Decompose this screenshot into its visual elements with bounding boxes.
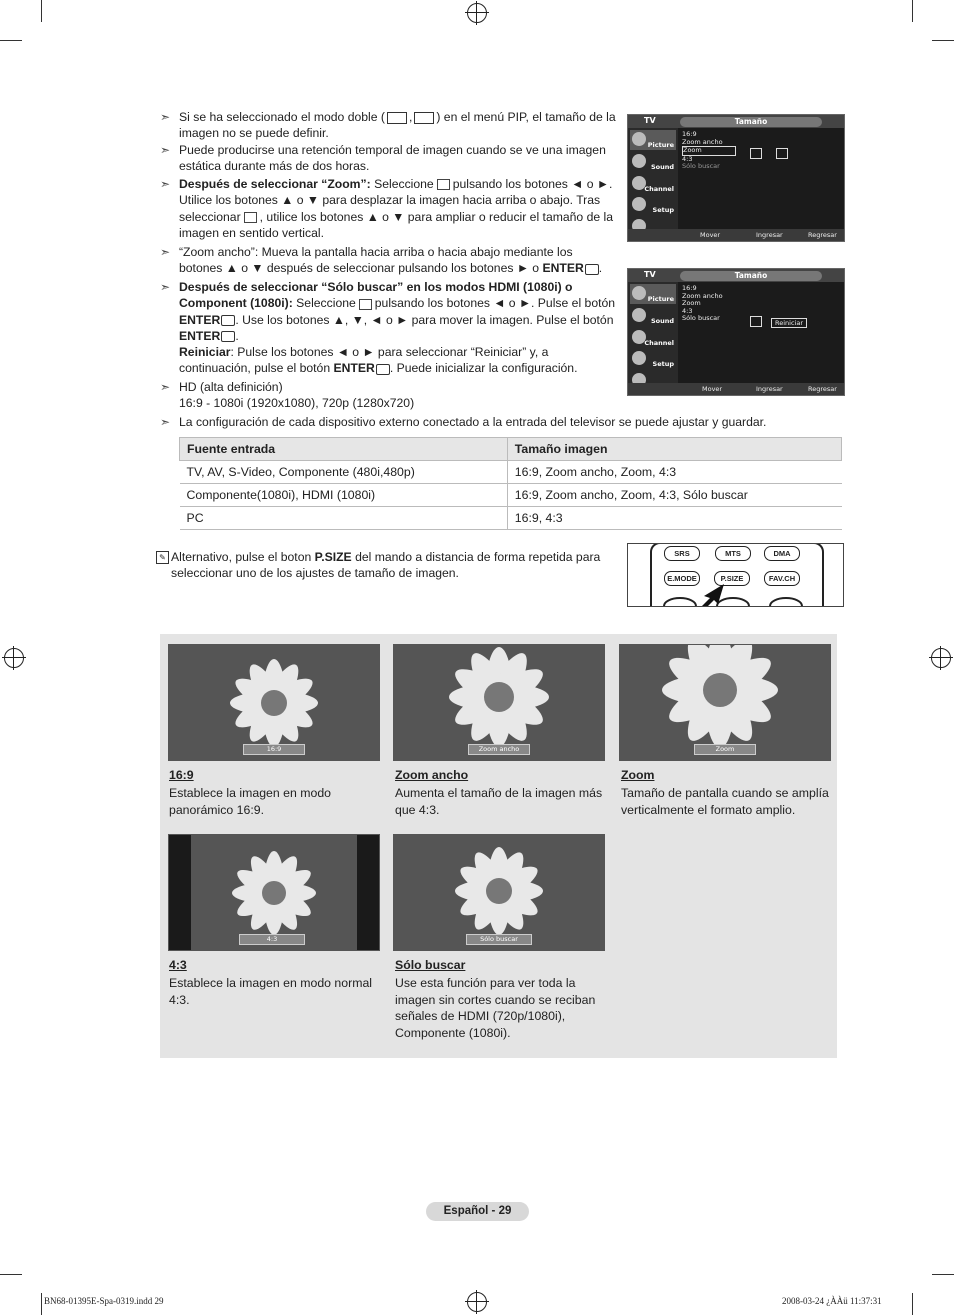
note-arrow-icon: ➣ (160, 177, 171, 191)
picture-solo-buscar (393, 834, 605, 951)
menu-options (682, 285, 723, 323)
tip-text-a: Alternativo, pulse el boton (171, 550, 312, 564)
psize-button[interactable]: P.SIZE (714, 571, 750, 586)
flower-image (169, 645, 379, 760)
menu-item-picture[interactable] (630, 130, 676, 150)
setup-icon (632, 197, 646, 211)
picture-icon (632, 132, 646, 146)
date-slug: 2008-03-24 ¿ÀÀü 11:37:31 (782, 1296, 882, 1306)
flower-image (394, 645, 604, 760)
menu-option[interactable]: Zoom (682, 299, 701, 308)
menu-item-label: Picture (647, 141, 674, 149)
flower-image (169, 835, 379, 950)
enter-icon (221, 315, 235, 326)
note-text: pulsando los botones ◄ o ►. Pulse el botón (374, 296, 616, 311)
enter-icon (221, 331, 235, 342)
caption-text: Use esta función para ver toda la imagen sin cortes cuando se reciban señales de HDMI (720p/1080i), Componente (1080i). (395, 976, 596, 1040)
size-tag: Zoom ancho (468, 744, 530, 755)
hint-move: Mover (700, 231, 721, 239)
table-row (180, 484, 842, 507)
note-hd (160, 379, 618, 412)
caption-text: Aumenta el tamaño de la imagen más que 4:3. (395, 786, 603, 817)
zoom-move-icon (437, 179, 450, 190)
note-text: Seleccione (296, 296, 356, 311)
note-text: . Use los botones ▲, ▼, ◄ o ► para mover la imagen. Pulse el botón (235, 312, 614, 327)
picture-zoom-ancho (393, 644, 605, 761)
registration-mark-icon (467, 1292, 487, 1312)
table-cell: PC (180, 507, 508, 530)
menu-bottombar (628, 229, 844, 241)
note-arrow-icon: ➣ (160, 380, 171, 394)
menu-item-label: Setup (652, 206, 674, 214)
note-text: La configuración de cada dispositivo externo conectado a la entrada del televisor se puede ajustar y guardar. (179, 415, 767, 429)
note-arrow-icon: ➣ (160, 143, 171, 157)
sound-icon (632, 308, 646, 322)
note-heading: Después de seleccionar “Sólo buscar” en los modos HDMI (1080i) o Component (1080i): (179, 280, 573, 311)
caption-zoom-ancho (395, 767, 610, 818)
menu-item-channel[interactable] (630, 174, 676, 194)
hint-return: Regresar (808, 231, 837, 239)
picture-4-3 (168, 834, 380, 951)
menu-bottombar (628, 383, 844, 395)
note-arrow-icon: ➣ (160, 415, 171, 429)
note-text: . (598, 261, 603, 276)
pip-double-icon (414, 112, 434, 124)
picture-16-9 (168, 644, 380, 761)
enter-icon (585, 264, 599, 275)
menu-item-channel[interactable] (630, 328, 676, 348)
dma-button[interactable]: DMA (764, 546, 800, 561)
table-cell: Componente(1080i), HDMI (1080i) (180, 484, 508, 507)
menu-item-label: Picture (647, 295, 674, 303)
note-text: . Puede inicializar la configuración. (389, 361, 578, 376)
tv-menu-size (627, 114, 845, 242)
picture-icon (632, 286, 646, 300)
move-icon (359, 299, 372, 310)
sound-icon (632, 154, 646, 168)
table-cell: 16:9, 4:3 (507, 507, 841, 530)
note-zoom-ancho (160, 244, 618, 277)
note-zoom (160, 176, 618, 241)
menu-option[interactable]: Sólo buscar (682, 162, 720, 171)
menu-option[interactable]: 4:3 (682, 306, 693, 315)
registration-mark-icon (467, 3, 487, 23)
hint-move: Mover (702, 385, 723, 393)
note-text: Si se ha seleccionado el modo doble ( (179, 110, 385, 124)
flower-image (620, 645, 830, 760)
menu-sidebar (628, 128, 678, 241)
menu-item-sound[interactable] (630, 306, 676, 326)
caption-text: Establece la imagen en modo panorámico 16:9. (169, 786, 332, 817)
note-text: , (408, 110, 413, 124)
enter-label: ENTER (333, 361, 375, 376)
srs-button[interactable]: SRS (664, 546, 700, 561)
crop-mark (932, 40, 954, 41)
table-cell: TV, AV, S-Video, Componente (480i,480p) (180, 461, 508, 484)
note-pencil-icon: ✎ (156, 551, 169, 564)
crop-mark (912, 0, 913, 22)
reset-button[interactable]: Reiniciar (771, 318, 807, 328)
menu-tv-label: TV (644, 116, 656, 125)
caption-text: Establece la imagen en modo normal 4:3. (169, 976, 373, 1007)
size-tag: Zoom (694, 744, 756, 755)
note-arrow-icon: ➣ (160, 280, 171, 294)
caption-4-3 (169, 957, 384, 1008)
note-text: : Pulse los botones ◄ o ► para seleccionar “Reiniciar” y, a continuación, pulse el botón (179, 345, 549, 376)
size-examples-panel (160, 634, 837, 1058)
flower-image (394, 835, 604, 950)
note-text: , utilice los botones ▲ o ▼ para ampliar o reducir el tamaño de la imagen en sentido vertical. (179, 209, 614, 240)
enter-label: ENTER (179, 312, 221, 327)
size-tag: 16:9 (243, 744, 305, 755)
table-cell: 16:9, Zoom ancho, Zoom, 4:3, Sólo buscar (507, 484, 841, 507)
table-row (180, 461, 842, 484)
caption-title: 4:3 (169, 958, 187, 972)
hint-enter: Ingresar (756, 385, 783, 393)
crop-mark (0, 1274, 22, 1275)
file-slug: BN68-01395E-Spa-0319.indd 29 (44, 1296, 164, 1306)
registration-mark-icon (931, 648, 951, 668)
table-header: Fuente entrada (180, 438, 508, 461)
menu-item-setup[interactable] (630, 195, 676, 215)
caption-16-9 (169, 767, 384, 818)
menu-option[interactable]: Zoom ancho (682, 291, 723, 300)
tip-text-b: del mando a distancia de forma repetida para seleccionar uno de los ajustes de tamaño de imagen. (171, 550, 601, 580)
caption-title: Zoom (621, 768, 655, 782)
note-text: 16:9 - 1080i (1920x1080), 720p (1280x720) (179, 396, 415, 411)
menu-item-label: Setup (652, 360, 674, 368)
note-text: HD (alta definición) (179, 380, 283, 394)
caption-title: Sólo buscar (395, 958, 466, 972)
note-arrow-icon: ➣ (160, 110, 171, 124)
hint-return: Regresar (808, 385, 837, 393)
caption-text: Tamaño de pantalla cuando se amplía verticalmente el formato amplio. (621, 786, 829, 817)
menu-item-label: Channel (644, 185, 674, 193)
crop-mark (41, 1293, 42, 1315)
note-config (160, 414, 840, 430)
menu-sidebar (628, 282, 678, 395)
page-number: Español - 29 (426, 1202, 529, 1221)
note-arrow-icon: ➣ (160, 245, 171, 259)
tv-menu-size-reset (627, 268, 845, 396)
table-header: Tamaño imagen (507, 438, 841, 461)
caption-title: 16:9 (169, 768, 194, 782)
note-text: “Zoom ancho”: Mueva la pantalla hacia arriba o hacia abajo mediante los botones ▲ o ▼ después de seleccionar pulsando los botones ► o (179, 245, 573, 276)
menu-option[interactable]: 16:9 (682, 130, 697, 138)
note-solo-buscar (160, 279, 618, 377)
note-heading: Después de seleccionar “Zoom”: (179, 177, 371, 191)
tip-button-name: P.SIZE (314, 550, 352, 564)
note-heading: Reiniciar (179, 345, 231, 360)
zoom-size-icon (776, 148, 788, 159)
zoom-move-icon (750, 148, 762, 159)
menu-option-selected[interactable]: Sólo buscar (682, 314, 720, 323)
caption-title: Zoom ancho (395, 768, 469, 782)
hint-enter: Ingresar (756, 231, 783, 239)
crop-mark (41, 0, 42, 22)
menu-option-selected[interactable]: Zoom (682, 146, 736, 156)
table-row (180, 507, 842, 530)
caption-solo-buscar (395, 957, 607, 1041)
enter-label: ENTER (179, 328, 221, 343)
tip-text (171, 550, 611, 581)
pip-double-icon (387, 112, 407, 124)
pointer-arrow-icon (692, 582, 732, 607)
note-text: Puede producirse una retención temporal de imagen cuando se ve una imagen estática durante más de dos horas. (179, 143, 606, 174)
menu-item-picture[interactable] (630, 284, 676, 304)
crop-mark (0, 40, 22, 41)
crop-mark (912, 1293, 913, 1315)
caption-zoom (621, 767, 836, 818)
favch-button[interactable]: FAV.CH (764, 571, 800, 586)
remote-bottom-buttons (658, 592, 818, 607)
table-cell: 16:9, Zoom ancho, Zoom, 4:3 (507, 461, 841, 484)
menu-option[interactable]: 4:3 (682, 154, 693, 163)
picture-zoom (619, 644, 831, 761)
registration-mark-icon (4, 648, 24, 668)
emode-button[interactable]: E.MODE (664, 571, 700, 586)
menu-item-label: Sound (650, 163, 674, 171)
note-retention (160, 142, 618, 175)
menu-tv-label: TV (644, 270, 656, 279)
menu-option[interactable]: Zoom ancho (682, 137, 723, 146)
move-icon (750, 316, 762, 327)
menu-item-label: Sound (650, 317, 674, 325)
setup-icon (632, 351, 646, 365)
menu-item-setup[interactable] (630, 349, 676, 369)
enter-icon (376, 364, 390, 375)
source-size-table (179, 437, 842, 530)
size-tag: 4:3 (239, 934, 305, 945)
note-pip (160, 109, 618, 142)
enter-label: ENTER (542, 261, 584, 276)
remote-illustration (627, 543, 844, 607)
menu-options (682, 131, 736, 171)
size-tag: Sólo buscar (466, 934, 532, 945)
zoom-size-icon (244, 212, 257, 223)
mts-button[interactable]: MTS (715, 546, 751, 561)
note-text: pulsando los botones ◄ o ►. Utilice los botones ▲ o ▼ para desplazar la imagen hacia arriba o abajo. Tras seleccionar (179, 177, 613, 224)
crop-mark (932, 1274, 954, 1275)
menu-title: Tamaño (680, 271, 822, 281)
note-text: ) en el menú PIP, el tamaño de la imagen no se puede definir. (179, 110, 616, 141)
note-text: . (235, 328, 239, 343)
menu-title: Tamaño (680, 117, 822, 127)
note-text: Seleccione (374, 177, 434, 191)
menu-item-sound[interactable] (630, 152, 676, 172)
menu-option[interactable]: 16:9 (682, 284, 697, 292)
menu-item-label: Channel (644, 339, 674, 347)
